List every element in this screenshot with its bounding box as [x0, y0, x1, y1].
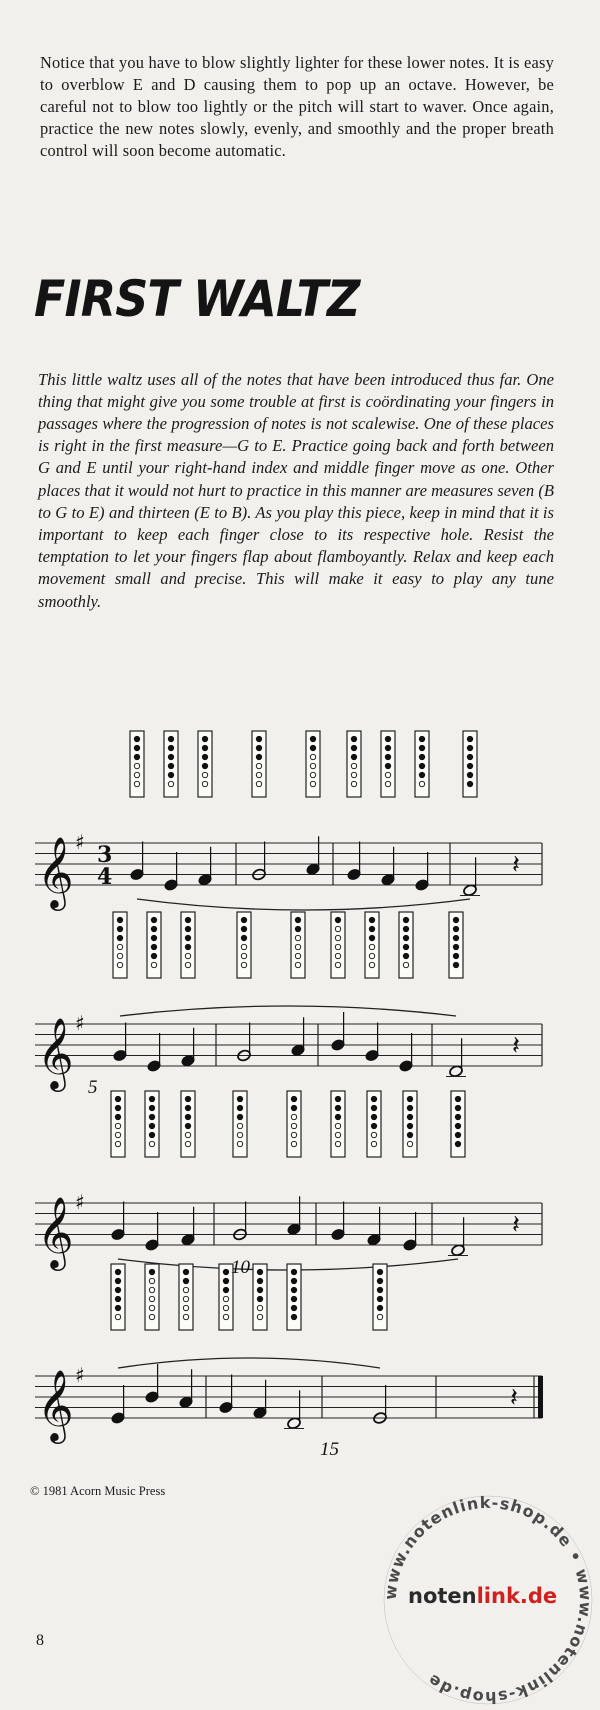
fingering-hole — [202, 763, 207, 768]
fingering-hole — [257, 1278, 262, 1283]
fingering-hole — [385, 736, 390, 741]
key-signature-sharp: ♯ — [75, 1011, 85, 1035]
fingering-hole — [223, 1287, 228, 1292]
fingering-hole — [291, 1314, 296, 1319]
fingering-hole — [168, 772, 173, 777]
fingering-hole — [419, 772, 424, 777]
fingering-hole — [149, 1269, 154, 1274]
fingering-hole — [467, 754, 472, 759]
fingering-hole — [257, 1287, 262, 1292]
fingering-hole — [453, 917, 458, 922]
fingering-hole — [115, 1096, 120, 1101]
fingering-hole — [168, 754, 173, 759]
fingering-hole — [202, 754, 207, 759]
fingering-hole — [467, 745, 472, 750]
fingering-hole — [335, 1096, 340, 1101]
fingering-hole — [369, 917, 374, 922]
fingering-hole — [419, 745, 424, 750]
fingering-hole — [256, 745, 261, 750]
fingering-hole — [377, 1305, 382, 1310]
quarter-rest: 𝄽 — [512, 1210, 520, 1240]
copyright-notice: © 1981 Acorn Music Press — [30, 1484, 166, 1498]
fingering-hole — [385, 754, 390, 759]
final-bar-thick — [538, 1376, 543, 1418]
fingering-hole — [369, 926, 374, 931]
fingering-hole — [185, 1096, 190, 1101]
quarter-rest: 𝄽 — [510, 1383, 518, 1413]
fingering-hole — [419, 736, 424, 741]
fingering-hole — [237, 1105, 242, 1110]
fingering-hole — [453, 935, 458, 940]
intro-paragraph: Notice that you have to blow slightly lighter for these lower notes. It is easy to overblow E and D causing them to pop up an octave. However, be careful not to blow too lightly or the pitch will start to waver. Once again, practice the new notes slowly, evenly, and smoothly and the proper breath control will soon become automatic. — [40, 53, 554, 161]
fingering-hole — [185, 926, 190, 931]
fingering-hole — [134, 745, 139, 750]
fingering-hole — [151, 935, 156, 940]
fingering-hole — [455, 1114, 460, 1119]
key-signature-sharp: ♯ — [75, 830, 85, 854]
fingering-hole — [241, 917, 246, 922]
fingering-hole — [115, 1105, 120, 1110]
fingering-hole — [295, 926, 300, 931]
fingering-hole — [335, 917, 340, 922]
fingering-hole — [115, 1287, 120, 1292]
fingering-hole — [185, 1114, 190, 1119]
fingering-hole — [453, 953, 458, 958]
fingering-hole — [185, 917, 190, 922]
fingering-hole — [377, 1287, 382, 1292]
fingering-hole — [291, 1105, 296, 1110]
fingering-hole — [403, 926, 408, 931]
quarter-rest: 𝄽 — [512, 850, 520, 880]
section-body: This little waltz uses all of the notes that have been introduced thus far. One thing that might give you some trouble at first is coördinating your fingers in passages where the progression of notes is not scalewise. One of these places is right in the first measure—G to E. Practice going back and forth between G and E until your right-hand index and middle finger move as one. Other places that it would not hurt to practice in this manner are measures seven (B to G to E) and thirteen (E to B). As you play this piece, keep in mind that it is important to keep each finger close to its respective hole. Resist the temptation to let your fingers flap about flamboyantly. Relax and keep each movement small and precise. This will make it easy to play any tune smoothly. — [38, 369, 554, 611]
fingering-hole — [185, 944, 190, 949]
fingering-hole — [377, 1269, 382, 1274]
fingering-hole — [467, 781, 472, 786]
fingering-hole — [351, 736, 356, 741]
page-number: 8 — [36, 1632, 44, 1649]
fingering-hole — [151, 944, 156, 949]
fingering-hole — [385, 763, 390, 768]
fingering-hole — [149, 1114, 154, 1119]
fingering-hole — [115, 1269, 120, 1274]
fingering-hole — [202, 736, 207, 741]
fingering-hole — [453, 944, 458, 949]
fingering-hole — [134, 736, 139, 741]
fingering-hole — [185, 1123, 190, 1128]
fingering-hole — [407, 1132, 412, 1137]
measure-number: 15 — [320, 1439, 339, 1460]
key-signature-sharp: ♯ — [75, 1190, 85, 1214]
fingering-hole — [151, 917, 156, 922]
fingering-hole — [403, 935, 408, 940]
stamp-ring-text: www.notenlink-shop.de • www.notenlink-shop.de — [380, 1492, 596, 1708]
fingering-hole — [149, 1096, 154, 1101]
fingering-hole — [237, 1096, 242, 1101]
treble-clef: 𝄞 — [37, 1195, 74, 1268]
fingering-hole — [291, 1296, 296, 1301]
measure-number: 5 — [88, 1077, 98, 1098]
fingering-hole — [115, 1114, 120, 1119]
fingering-hole — [185, 935, 190, 940]
fingering-hole — [310, 745, 315, 750]
treble-clef: 𝄞 — [37, 1368, 74, 1441]
fingering-hole — [385, 745, 390, 750]
fingering-hole — [377, 1296, 382, 1301]
section-title: FIRST WALTZ — [34, 270, 360, 328]
fingering-hole — [223, 1269, 228, 1274]
fingering-hole — [310, 736, 315, 741]
fingering-hole — [256, 754, 261, 759]
fingering-hole — [183, 1278, 188, 1283]
fingering-hole — [455, 1132, 460, 1137]
fingering-hole — [151, 953, 156, 958]
fingering-hole — [257, 1296, 262, 1301]
fingering-hole — [149, 1132, 154, 1137]
fingering-hole — [291, 1096, 296, 1101]
fingering-hole — [134, 754, 139, 759]
fingering-hole — [407, 1105, 412, 1110]
fingering-hole — [455, 1141, 460, 1146]
time-signature-bottom: 4 — [97, 864, 113, 890]
fingering-hole — [403, 944, 408, 949]
fingering-hole — [149, 1105, 154, 1110]
measure-number: 10 — [231, 1257, 250, 1278]
fingering-hole — [467, 763, 472, 768]
fingering-hole — [183, 1269, 188, 1274]
fingering-hole — [453, 962, 458, 967]
fingering-hole — [168, 736, 173, 741]
fingering-hole — [149, 1123, 154, 1128]
fingering-hole — [168, 745, 173, 750]
fingering-hole — [202, 745, 207, 750]
fingering-hole — [351, 745, 356, 750]
fingering-hole — [117, 926, 122, 931]
fingering-hole — [115, 1305, 120, 1310]
fingering-hole — [371, 1123, 376, 1128]
fingering-hole — [467, 772, 472, 777]
fingering-hole — [371, 1096, 376, 1101]
fingering-hole — [371, 1105, 376, 1110]
fingering-hole — [117, 935, 122, 940]
fingering-hole — [117, 917, 122, 922]
quarter-rest: 𝄽 — [512, 1031, 520, 1061]
fingering-hole — [335, 1114, 340, 1119]
fingering-hole — [467, 736, 472, 741]
fingering-hole — [419, 754, 424, 759]
fingering-hole — [291, 1278, 296, 1283]
fingering-hole — [403, 953, 408, 958]
fingering-hole — [115, 1296, 120, 1301]
stamp-logo-text: notenlink.de — [408, 1584, 558, 1608]
fingering-hole — [241, 935, 246, 940]
fingering-hole — [351, 754, 356, 759]
fingering-hole — [295, 917, 300, 922]
fingering-hole — [371, 1114, 376, 1119]
fingering-hole — [257, 1269, 262, 1274]
fingering-hole — [403, 917, 408, 922]
phrase-slur — [120, 1006, 456, 1016]
fingering-hole — [455, 1105, 460, 1110]
fingering-hole — [185, 1105, 190, 1110]
fingering-hole — [291, 1287, 296, 1292]
fingering-hole — [256, 736, 261, 741]
time-signature-top: 3 — [97, 842, 113, 868]
phrase-slur — [137, 899, 470, 910]
fingering-hole — [419, 763, 424, 768]
treble-clef: 𝄞 — [37, 1016, 74, 1089]
fingering-hole — [168, 763, 173, 768]
fingering-hole — [291, 1305, 296, 1310]
key-signature-sharp: ♯ — [75, 1363, 85, 1387]
fingering-hole — [223, 1278, 228, 1283]
fingering-hole — [369, 935, 374, 940]
fingering-hole — [237, 1114, 242, 1119]
fingering-hole — [407, 1096, 412, 1101]
fingering-hole — [453, 926, 458, 931]
fingering-hole — [407, 1114, 412, 1119]
fingering-hole — [455, 1123, 460, 1128]
fingering-hole — [241, 926, 246, 931]
fingering-hole — [335, 1105, 340, 1110]
fingering-hole — [407, 1123, 412, 1128]
fingering-hole — [115, 1278, 120, 1283]
fingering-hole — [455, 1096, 460, 1101]
fingering-hole — [291, 1269, 296, 1274]
fingering-hole — [151, 926, 156, 931]
treble-clef: 𝄞 — [37, 835, 74, 908]
fingering-hole — [377, 1278, 382, 1283]
